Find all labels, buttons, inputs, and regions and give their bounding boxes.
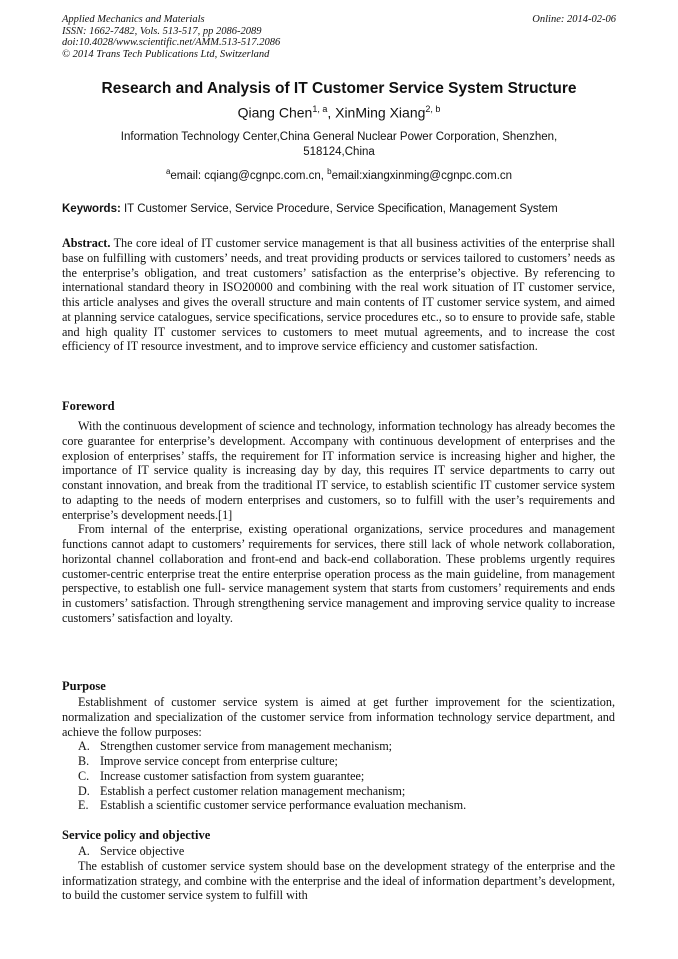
email-b: email:xiangxinming@cgnpc.com.cn xyxy=(331,169,513,182)
abstract-label: Abstract. xyxy=(62,236,111,250)
copyright-line: © 2014 Trans Tech Publications Ltd, Switzerland xyxy=(62,48,270,60)
abstract-text: The core ideal of IT customer service management is that all business activities of the enterprise shall base on fulfilling with customers’ needs, and treat providing products or services tailored to customers’ needs as the enterprise’s obligation, and treat customers’ satisfaction as the enterprise’s objective. By referencing to international standard theory in ISO20000 and combining with the real work situation of IT customer service, this article analyses and gives the overall structure and main contents of IT customer service system, and aimed at planning service catalogues, service specifications, service procedures etc., so to ensure to provide safe, stable and high quality IT customer services to customers to meet mutual agreements, and to increase the cost efficiency of IT resource investment, and to improve service efficiency and customer satisfaction. xyxy=(62,236,615,354)
policy-sublist xyxy=(62,844,615,859)
issn-line: ISSN: 1662-7482, Vols. 513-517, pp 2086-2089 xyxy=(62,25,262,37)
email-b-sup: b xyxy=(327,167,332,176)
list-item: A. Strengthen customer service from management mechanism; xyxy=(78,739,393,754)
email-a-sup: a xyxy=(165,167,171,176)
list-item: C. Increase customer satisfaction from system guarantee; xyxy=(78,768,365,783)
list-item: D. Establish a perfect customer relation management mechanism; xyxy=(78,783,406,798)
journal-header xyxy=(62,14,280,60)
list-item: E. Establish a scientific customer service performance evaluation mechanism. xyxy=(78,798,467,813)
author-separator: , xyxy=(327,104,336,121)
policy-heading: Service policy and objective xyxy=(62,828,211,842)
journal-name: Applied Mechanics and Materials xyxy=(62,14,205,25)
purpose-heading: Purpose xyxy=(62,679,106,693)
policy-body xyxy=(62,844,615,903)
email-a: email: cqiang@cgnpc.com.cn, xyxy=(170,169,328,182)
online-date: Online: 2014-02-06 xyxy=(532,14,616,25)
author-2-sup: 2, b xyxy=(425,104,441,114)
purpose-list xyxy=(62,739,615,813)
doi-line: doi:10.4028/www.scientific.net/AMM.513-517.2086 xyxy=(62,37,281,48)
paper-title: Research and Analysis of IT Customer Service System Structure xyxy=(101,80,577,97)
affiliation: Information Technology Center,China General Nuclear Power Corporation, Shenzhen, 518124,China xyxy=(120,131,558,158)
policy-paragraph-1: The establish of customer service system should base on the development strategy of the enterprise and the informatization strategy, and combine with the enterprise and the ideal of information department’s development, to build the customer service system to fulfill with xyxy=(62,858,615,903)
keywords-text: IT Customer Service, Service Procedure, Service Specification, Management System xyxy=(120,203,558,215)
foreword-paragraph-1: With the continuous development of science and technology, information technology has already becomes the core guarantee for enterprise’s development. Accompany with continuous development of enterprises and the explosion of enterprises’ staffs, the requirement for IT information service is increasing higher and higher, the importance of IT service quality is increasing day by day, this requires IT service departments to carry out constant innovation, and break from the traditional IT service, to establish scientific IT customer service system to adapting to the needs of modern enterprises and customers, so to fulfill with the user’s requirements and enterprise’s development needs.[1] xyxy=(62,419,615,522)
author-1: Qiang Chen xyxy=(237,104,313,121)
foreword-body xyxy=(62,419,615,626)
keywords xyxy=(62,203,622,215)
author-2: XinMing Xiang xyxy=(335,104,426,121)
purpose-intro: Establishment of customer service system is aimed at get further improvement for the scientization, normalization and specialization of the customer service from information technology service department, and achieve the follow purposes: xyxy=(62,695,615,739)
emails xyxy=(0,167,678,182)
list-item: B. Improve service concept from enterprise culture; xyxy=(78,754,338,768)
authors xyxy=(0,104,678,121)
list-item: A. Service objective xyxy=(78,844,185,858)
purpose-body xyxy=(62,695,615,813)
foreword-heading: Foreword xyxy=(62,399,115,413)
keywords-label: Keywords: xyxy=(62,203,121,215)
foreword-paragraph-2: From internal of the enterprise, existing operational organizations, service procedures and management functions cannot adapt to customers’ requirements for services, there still lack of whole network collaboration, horizontal channel collaboration and front-end and back-end collaboration. These problems urgently requires customer-centric enterprise treat the entire enterprise operation process as the main guideline, from management perspective, to establish one full- service management system that starts from customers’ requirements and ends in customers’ satisfaction. Through strengthening service management and improving service quality to increase customers’ satisfaction and loyalty. xyxy=(62,522,615,625)
author-1-sup: 1, a xyxy=(312,104,328,114)
abstract xyxy=(62,236,615,354)
